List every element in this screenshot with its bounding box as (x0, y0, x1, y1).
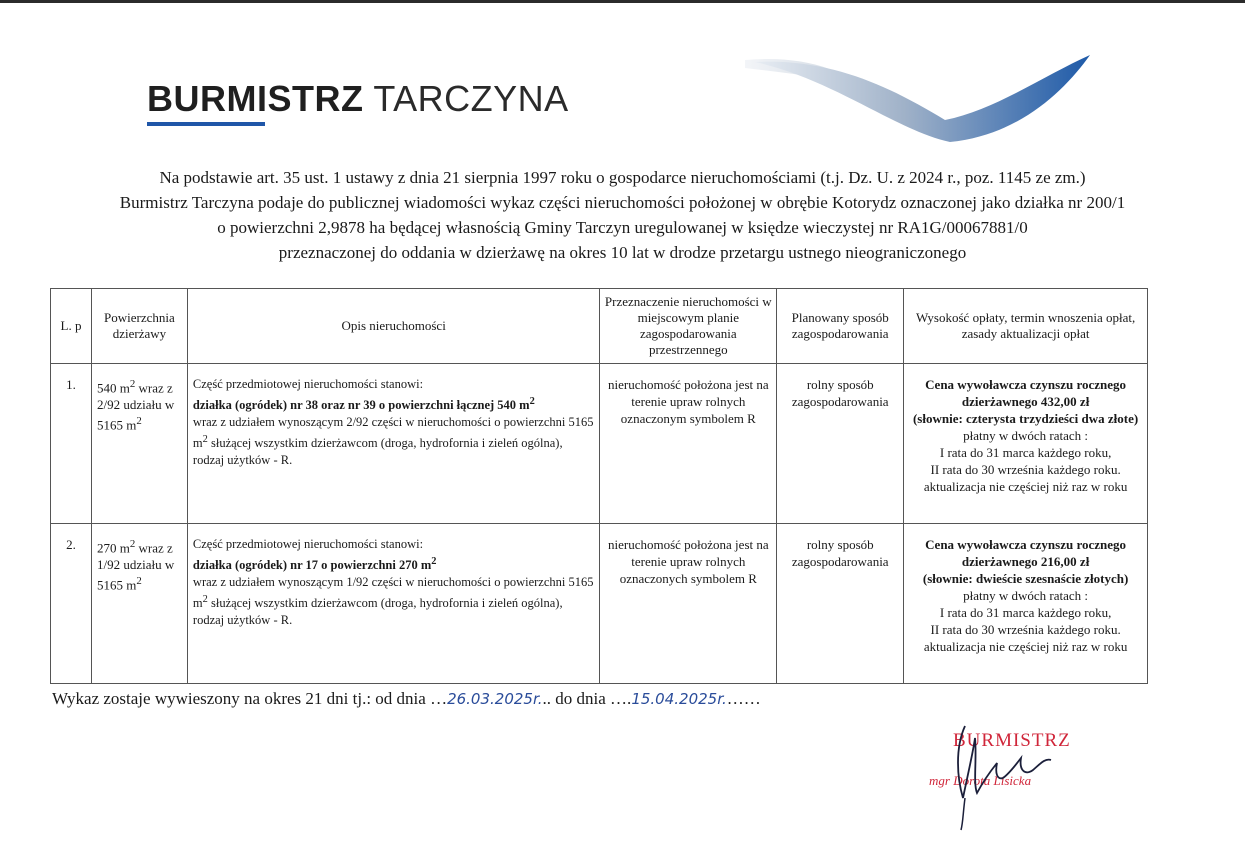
cell-zoning-purpose: nieruchomość położona jest na terenie upraw rolnych oznaczonych symbolem R (600, 524, 777, 684)
cell-lp: 2. (51, 524, 92, 684)
cell-planned-use: rolny sposób zagospodarowania (777, 524, 904, 684)
top-border-line (0, 0, 1245, 3)
fee-price: Cena wywoławcza czynszu rocznego dzierżawnego 216,00 zł (925, 537, 1127, 569)
header-lp: L. p (51, 289, 92, 364)
posting-text-after: …… (726, 689, 761, 708)
fee-price-words: (słownie: dwieście szesnaście złotych) (922, 571, 1129, 586)
desc-details-b: służącej wszystkim dzierżawcom (droga, hydrofornia i zieleń ogólna), rodzaj użytków - R. (192, 596, 563, 628)
table-row (51, 364, 1148, 524)
intro-line-2: Burmistrz Tarczyna podaje do publicznej wiadomości wykaz części nieruchomości położonej w obrębie Kotorydz oznaczonej jako działka nr 200/1 (119, 193, 1126, 212)
intro-line-3: o powierzchni 2,9878 ha będącej własnością Gminy Tarczyn uregulowanej w księdze wieczystej nr RA1G/00067881/0 (217, 218, 1028, 237)
cell-fee (904, 524, 1148, 684)
stamp-title: BURMISTRZ (953, 730, 1071, 751)
desc-plot: działka (ogródek) nr 17 o powierzchni 270 $m^2$ (192, 556, 437, 573)
desc-plot: działka (ogródek) nr 38 oraz nr 39 o powierzchni łącznej 540 $m^2$ (192, 396, 535, 413)
desc-plot-text: działka (ogródek) nr 17 o powierzchni 270 m (192, 558, 432, 573)
desc-intro: Część przedmiotowej nieruchomości stanowi: (192, 537, 424, 551)
table-header-row (51, 289, 1148, 364)
fee-update-rule: aktualizacja nie częściej niż raz w roku (923, 479, 1128, 494)
area-value: 540 m (96, 380, 130, 396)
fee-installment-1: I rata do 31 marca każdego roku, (939, 605, 1112, 620)
office-title (147, 78, 569, 120)
cell-fee (904, 364, 1148, 524)
signature-icon (925, 718, 1105, 838)
header-fee: Wysokość opłaty, termin wnoszenia opłat, zasady aktualizacji opłat (904, 289, 1148, 364)
fee-installments: płatny w dwóch ratach : (963, 428, 1089, 443)
cell-area: 270 $m^2$ wraz z 1/92 udziału w 5165 $m^2$ (91, 524, 187, 684)
intro-line-1: Na podstawie art. 35 ust. 1 ustawy z dnia 21 sierpnia 1997 roku o gospodarce nieruchomościami (t.j. Dz. U. z 2024 r., poz. 1145 ze zm.) (159, 168, 1086, 187)
posting-period-line (52, 689, 761, 709)
fee-installment-2: II rata do 30 września każdego roku. (930, 622, 1121, 637)
property-table (50, 288, 1148, 684)
desc-details: wraz z udziałem wynoszącym 1/92 części w nieruchomości o powierzchni 5165 $m^2$ służącej wszystkim dzierżawcom (droga, hydrofornia i zieleń ogólna), rodzaj użytków - R. (192, 575, 594, 628)
title-accent-bar (147, 122, 265, 126)
intro-paragraph (60, 165, 1185, 265)
fee-price: Cena wywoławcza czynszu rocznego dzierżawnego 432,00 zł (925, 377, 1127, 409)
cell-area: 540 $m^2$ wraz z 2/92 udziału w 5165 $m^2$ (91, 364, 187, 524)
area-share: wraz z 1/92 udziału w 5165 m (96, 540, 175, 593)
header-planned-use: Planowany sposób zagospodarowania (777, 289, 904, 364)
fee-installment-1: I rata do 31 marca każdego roku, (939, 445, 1112, 460)
cell-planned-use: rolny sposób zagospodarowania (777, 364, 904, 524)
posting-text-middle: .. do dnia …. (542, 689, 632, 708)
cell-description (187, 524, 599, 684)
fee-installments: płatny w dwóch ratach : (963, 588, 1089, 603)
posting-date-from: 26.03.2025r. (447, 690, 543, 708)
posting-text-before: Wykaz zostaje wywieszony na okres 21 dni tj.: od dnia … (52, 689, 448, 708)
area-value: 270 m (96, 540, 130, 556)
cell-description (187, 364, 599, 524)
desc-details: wraz z udziałem wynoszącym 2/92 części w nieruchomości o powierzchni 5165 $m^2$ służącej wszystkim dzierżawcom (droga, hydrofornia i zieleń ogólna), rodzaj użytków - R. (192, 415, 594, 468)
letterhead (147, 78, 569, 120)
header-zoning-purpose: Przeznaczenie nieruchomości w miejscowym planie zagospodarowania przestrzennego (600, 289, 777, 364)
desc-intro: Część przedmiotowej nieruchomości stanowi: (192, 377, 424, 391)
desc-plot-text: działka (ogródek) nr 38 oraz nr 39 o powierzchni łącznej 540 m (192, 398, 530, 413)
office-title-regular: TARCZYNA (373, 78, 569, 119)
fee-price-words: (słownie: czterysta trzydzieści dwa złote) (912, 411, 1139, 426)
table-row (51, 524, 1148, 684)
fee-update-rule: aktualizacja nie częściej niż raz w roku (923, 639, 1128, 654)
office-title-bold: BURMISTRZ (147, 78, 364, 119)
desc-details-a: wraz z udziałem wynoszącym 1/92 części w nieruchomości o powierzchni 5165 m (192, 575, 594, 611)
intro-line-4: przeznaczonej do oddania w dzierżawę na okres 10 lat w drodze przetargu ustnego nieograniczonego (278, 243, 967, 262)
mayor-stamp (925, 718, 1105, 838)
cell-zoning-purpose: nieruchomość położona jest na terenie upraw rolnych oznaczonym symbolem R (600, 364, 777, 524)
header-area: Powierzchnia dzierżawy (91, 289, 187, 364)
desc-details-b: służącej wszystkim dzierżawcom (droga, hydrofornia i zieleń ogólna), rodzaj użytków - R. (192, 436, 563, 468)
stamp-name: mgr Dorota Lisicka (929, 773, 1032, 788)
cell-lp: 1. (51, 364, 92, 524)
fee-installment-2: II rata do 30 września każdego roku. (930, 462, 1121, 477)
logo-swoosh-icon (745, 50, 1105, 145)
header-description: Opis nieruchomości (187, 289, 599, 364)
desc-details-a: wraz z udziałem wynoszącym 2/92 części w nieruchomości o powierzchni 5165 m (192, 415, 594, 451)
area-share: wraz z 2/92 udziału w 5165 m (96, 380, 175, 433)
posting-date-to: 15.04.2025r. (631, 690, 727, 708)
